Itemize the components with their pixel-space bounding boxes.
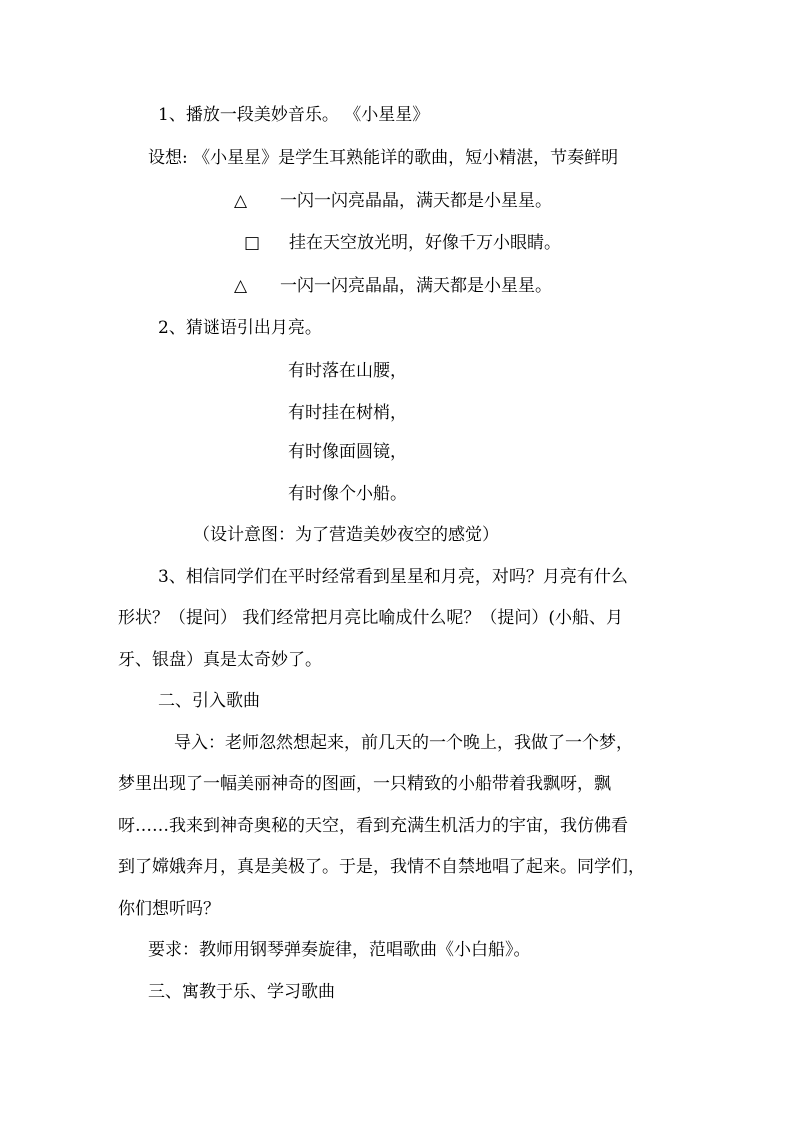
item3-line-3: 牙、银盘）真是太奇妙了。: [118, 650, 322, 670]
melody-line-3: [234, 276, 552, 296]
triangle-icon: △: [234, 191, 248, 211]
section2-heading: 二、引入歌曲: [158, 691, 260, 711]
melody-text-1: 一闪一闪亮晶晶，满天都是小星星。: [280, 191, 552, 211]
design-intent: （设计意图：为了营造美妙夜空的感觉）: [193, 525, 499, 545]
riddle-line-3: 有时像面圆镜，: [288, 442, 407, 462]
triangle-icon: △: [234, 276, 248, 296]
section3-heading: 三、寓教于乐、学习歌曲: [148, 982, 335, 1002]
item3-line-1: 3、相信同学们在平时经常看到星星和月亮，对吗？月亮有什么: [158, 567, 628, 587]
item1-heading: 1、播放一段美妙音乐。 《小星星》: [158, 105, 430, 125]
intro-line-3: 呀……我来到神奇奥秘的天空，看到充满生机活力的宇宙，我仿佛看: [118, 816, 628, 836]
riddle-line-2: 有时挂在树梢，: [288, 403, 407, 423]
square-icon: □: [244, 233, 261, 253]
item2-heading: 2、猜谜语引出月亮。: [158, 318, 322, 338]
melody-text-3: 一闪一闪亮晶晶，满天都是小星星。: [280, 276, 552, 296]
requirement: 要求：教师用钢琴弹奏旋律，范唱歌曲《小白船》。: [148, 940, 531, 960]
intro-line-1: 导入：老师忽然想起来，前几天的一个晚上，我做了一个梦，: [174, 733, 633, 753]
riddle-line-1: 有时落在山腰，: [288, 361, 407, 381]
intro-line-2: 梦里出现了一幅美丽神奇的图画，一只精致的小船带着我飘呀，飘: [118, 774, 611, 794]
item3-line-2: 形状？（提问） 我们经常把月亮比喻成什么呢？（提问）(小船、月: [118, 608, 624, 628]
item1-design-note: 设想: 《小星星》是学生耳熟能详的歌曲，短小精湛，节奏鲜明: [148, 148, 619, 168]
melody-line-2: [244, 233, 561, 253]
melody-line-1: [234, 191, 552, 211]
melody-text-2: 挂在天空放光明，好像千万小眼睛。: [289, 233, 561, 253]
intro-line-5: 你们想听吗？: [118, 899, 220, 919]
intro-line-4: 到了嫦娥奔月，真是美极了。于是，我情不自禁地唱了起来。同学们，: [118, 857, 645, 877]
riddle-line-4: 有时像个小船。: [288, 484, 407, 504]
